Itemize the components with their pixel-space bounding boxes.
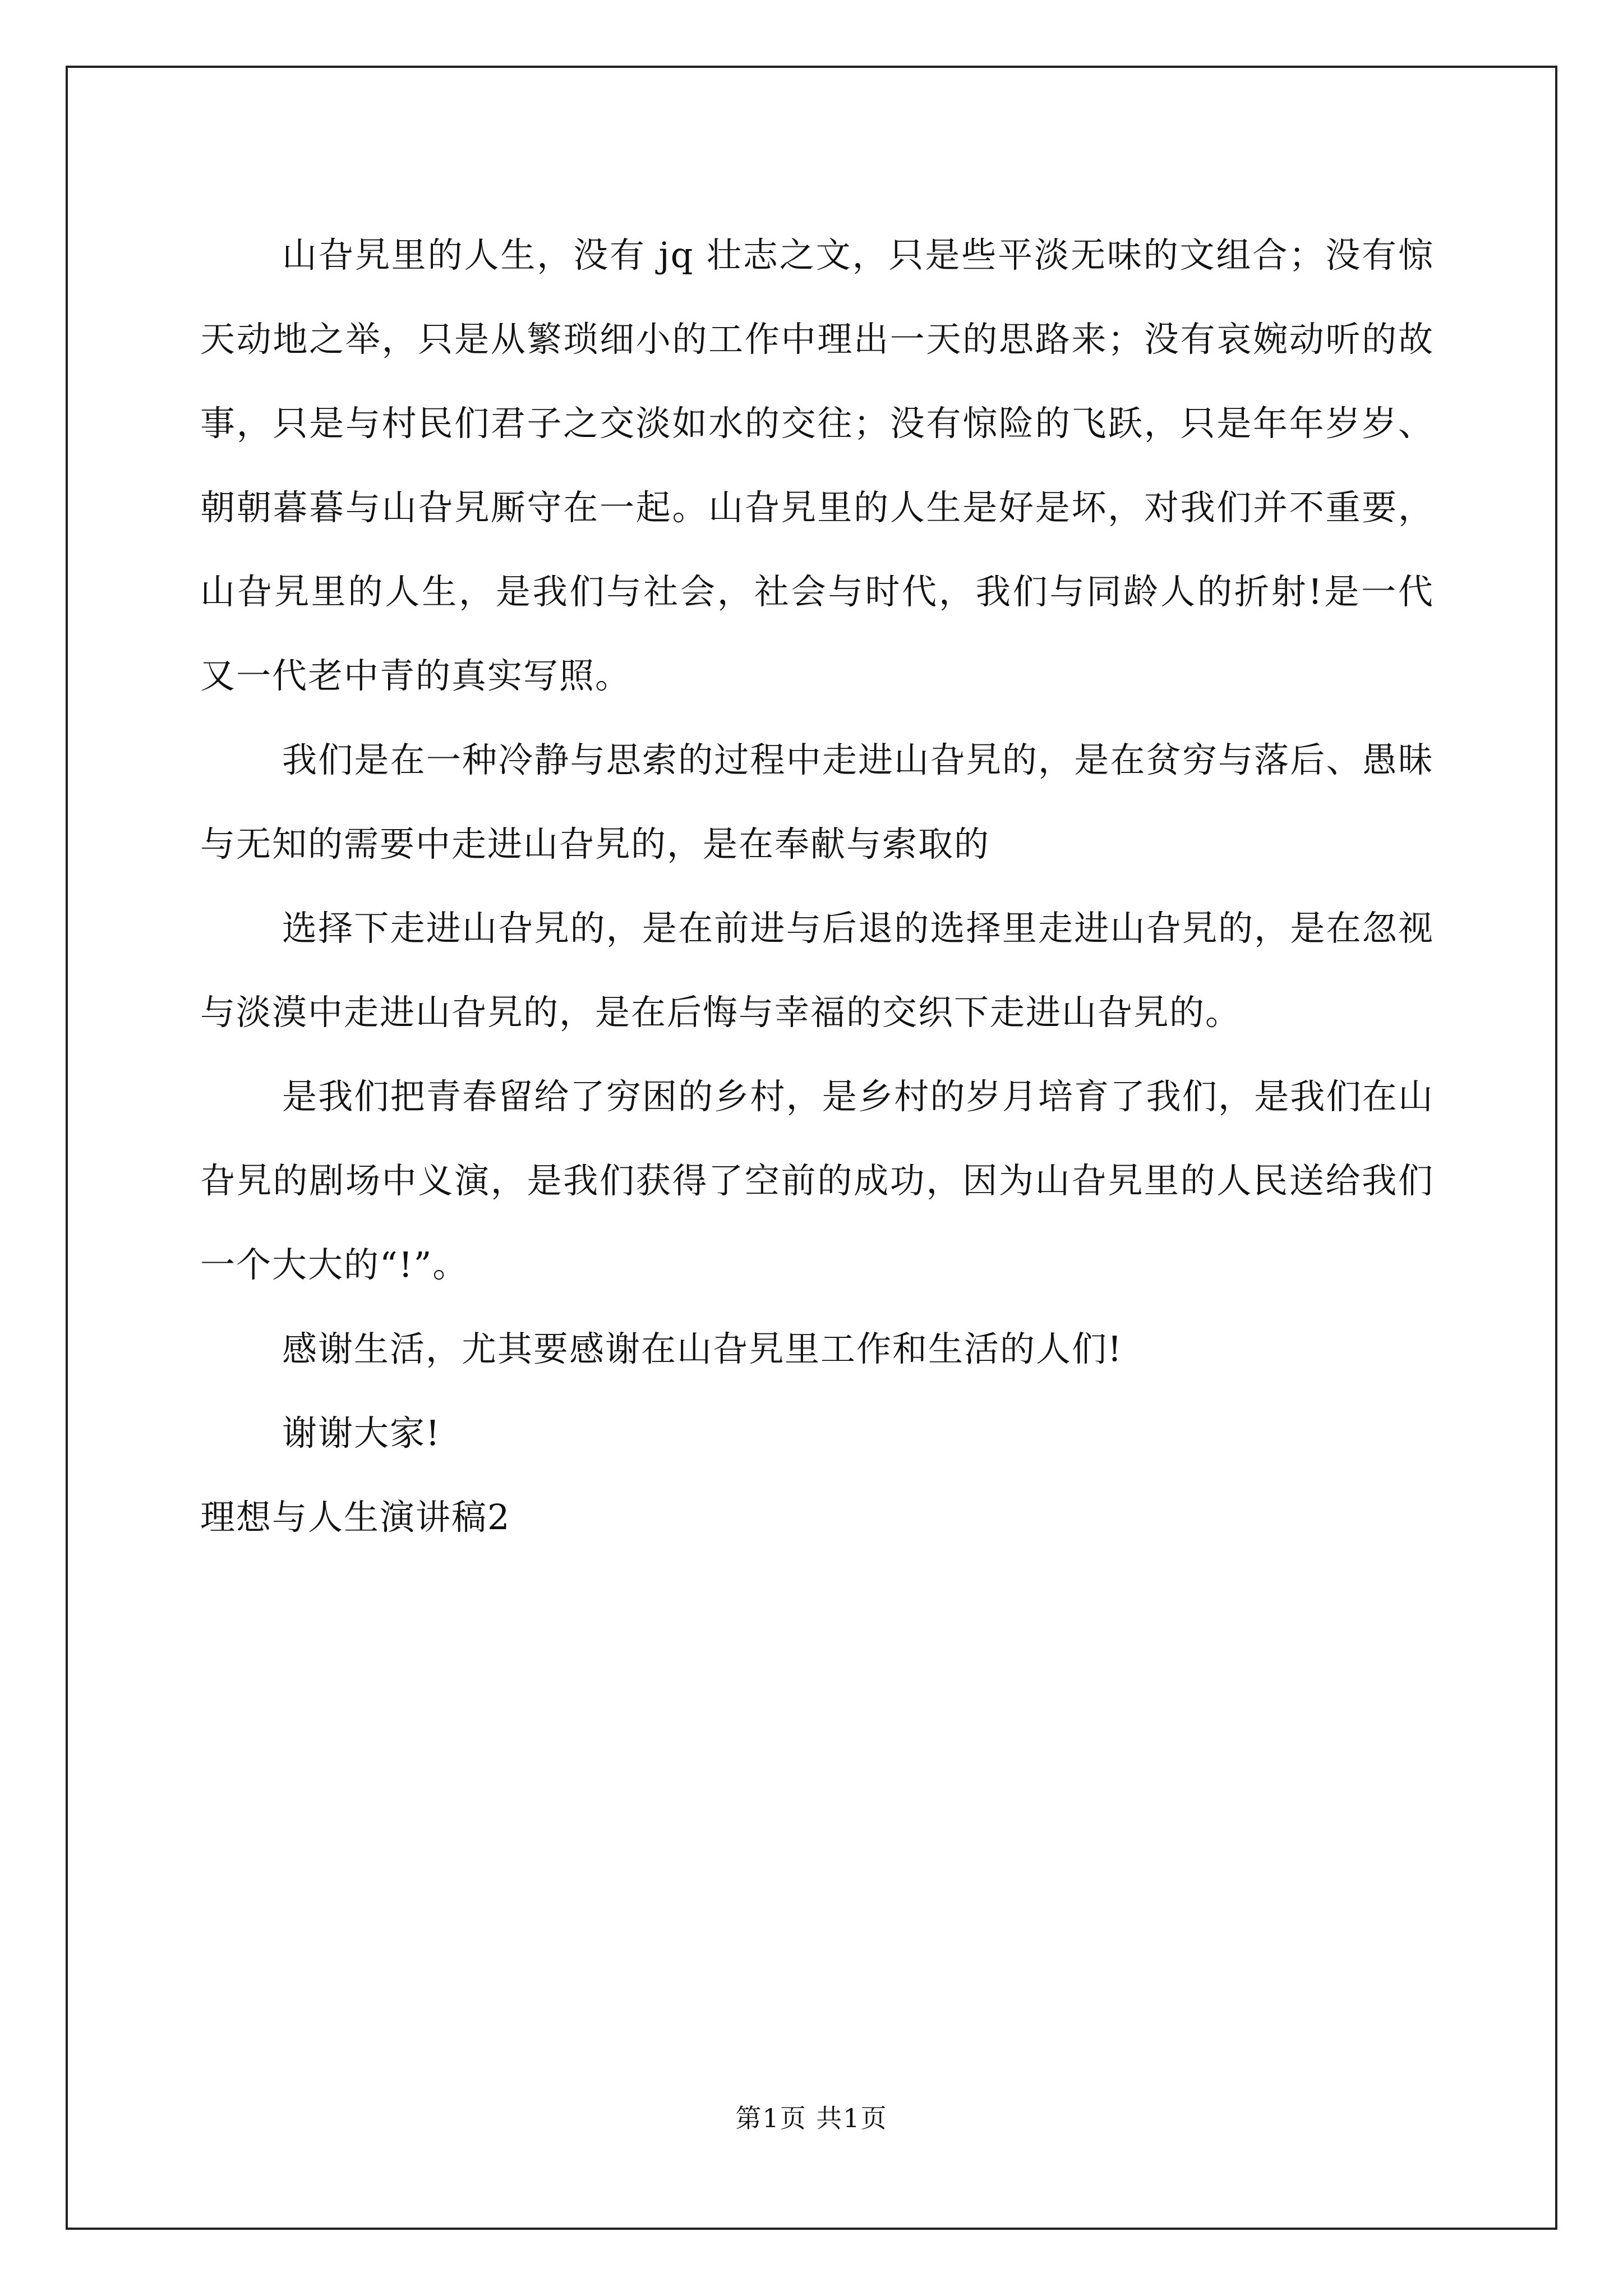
paragraph-2: 我们是在一种冷静与思索的过程中走进山旮旯的，是在贫穷与落后、愚昧与无知的需要中走进山旮旯的，是在奉献与索取的 xyxy=(200,739,1434,864)
paragraph-4: 是我们把青春留给了穷困的乡村，是乡村的岁月培育了我们，是我们在山旮旯的剧场中义演，是我们获得了空前的成功，因为山旮旯里的人民送给我们一个大大的“!”。 xyxy=(200,1076,1434,1285)
page-footer: 第1页 共1页 xyxy=(735,2103,888,2133)
section-heading: 理想与人生演讲稿2 xyxy=(200,1497,511,1538)
paragraph-5: 感谢生活，尤其要感谢在山旮旯里工作和生活的人们! xyxy=(282,1328,1123,1369)
document-body xyxy=(200,213,1434,1559)
paragraph-1: 山旮旯里的人生，没有 jq 壮志之文，只是些平淡无味的文组合；没有惊天动地之举，只是从繁琐细小的工作中理出一天的思路来；没有哀婉动听的故事，只是与村民们君子之交淡如水的交往；没有惊险的飞跃，只是年年岁岁、朝朝暮暮与山旮旯厮守在一起。山旮旯里的人生是好是坏，对我们并不重要，山旮旯里的人生，是我们与社会，社会与时代，我们与同龄人的折射!是一代又一代老中青的真实写照。 xyxy=(200,234,1434,696)
paragraph-3: 选择下走进山旮旯的，是在前进与后退的选择里走进山旮旯的，是在忽视与淡漠中走进山旮旯的，是在后悔与幸福的交织下走进山旮旯的。 xyxy=(200,908,1434,1033)
paragraph-6: 谢谢大家! xyxy=(282,1412,441,1453)
